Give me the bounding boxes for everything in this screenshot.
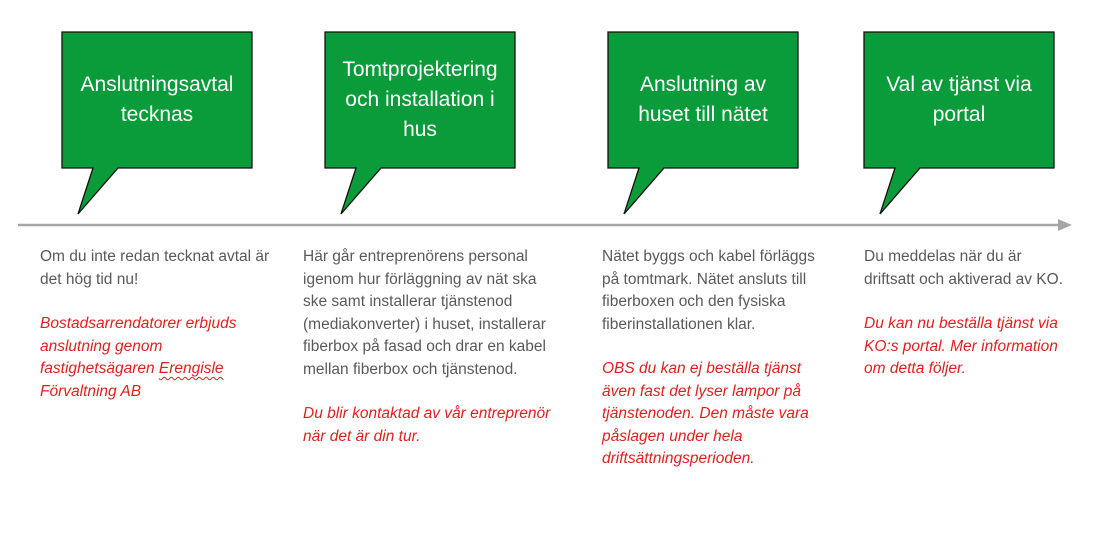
step-2-note: Du blir kontaktad av vår entreprenör när det är din tur.	[303, 405, 551, 445]
step-1-note-part-1: Bostadsarrendatorer erbjuds anslutning genom fastighetsägaren	[40, 315, 237, 377]
step-2-title-box	[327, 34, 513, 166]
step-1-description: Om du inte redan tecknat avtal är det hög tid nu!	[40, 248, 270, 288]
step-1-title: Anslutningsavtal tecknas	[80, 73, 234, 126]
step-1-title-box	[64, 34, 250, 166]
step-1-note-underlined: Erengisle	[158, 360, 224, 377]
step-2-title: Tomtprojektering och installation i hus	[342, 58, 498, 141]
timeline-arrowhead	[1058, 219, 1072, 231]
step-3-description-block	[602, 246, 820, 471]
step-4-note: Du kan nu beställa tjänst via KO:s portal. Mer information om detta följer.	[864, 315, 1058, 377]
step-3-title-box	[610, 34, 796, 166]
step-2-description-block	[303, 246, 555, 448]
step-4-title-box	[866, 34, 1052, 166]
step-3-title: Anslutning av huset till nätet	[638, 73, 768, 126]
step-4-title: Val av tjänst via portal	[886, 73, 1032, 126]
step-4-description-block	[864, 246, 1064, 381]
step-1-note	[40, 313, 272, 403]
step-3-description: Nätet byggs och kabel förläggs på tomtmark. Nätet ansluts till fiberboxen och den fysiska fiberinstallationen klar.	[602, 248, 815, 333]
step-1-description-block	[40, 246, 272, 403]
step-2-description: Här går entreprenörens personal igenom hur förläggning av nät ska ske samt installerar tjänstenod (mediakonverter) i huset, installerar fiberbox på fasad och drar en kabel mellan fiberbox och tjänstenod.	[303, 248, 546, 378]
step-4-description: Du meddelas när du är driftsatt och aktiverad av KO.	[864, 248, 1064, 288]
step-3-note: OBS du kan ej beställa tjänst även fast det lyser lampor på tjänstenoden. Den måste vara påslagen under hela driftsättningsperioden.	[602, 360, 809, 467]
step-1-note-part-2: Förvaltning AB	[40, 382, 142, 400]
